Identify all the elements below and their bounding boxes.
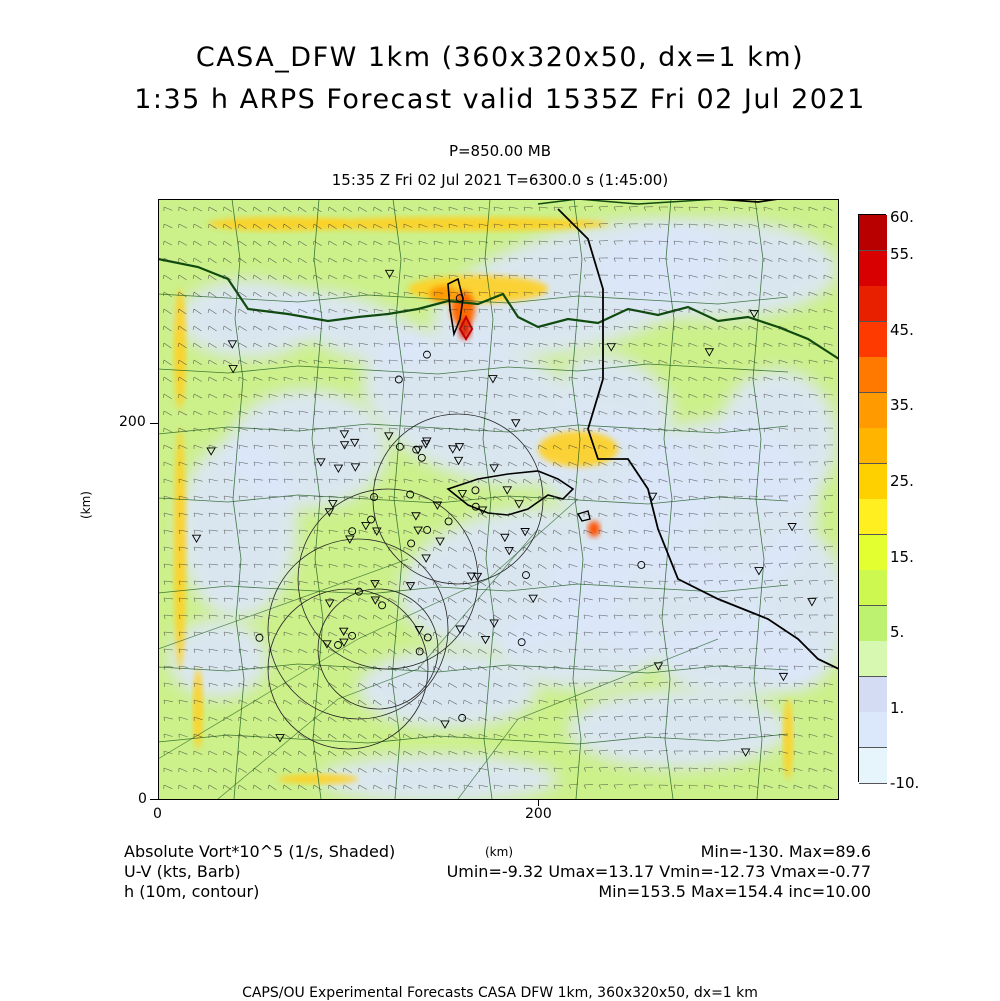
colorbar-swatch [859, 570, 887, 606]
colorbar-swatch [859, 748, 887, 784]
y-axis-label: (km) [79, 490, 94, 520]
legend-wind-barbs: U-V (kts, Barb) [124, 862, 241, 881]
y-tick-mark [150, 799, 158, 800]
colorbar-swatch [859, 641, 887, 677]
colorbar-label: 60. [890, 208, 914, 226]
plot-frame [158, 199, 839, 800]
colorbar-swatch [859, 464, 887, 500]
wind-min-max: Umin=-9.32 Umax=13.17 Vmin=-12.73 Vmax=-0.77 [446, 862, 871, 881]
colorbar-label: 45. [890, 321, 914, 339]
colorbar-swatch [859, 286, 887, 322]
x-tick-200: 200 [525, 806, 552, 822]
chart-title-line1: CASA_DFW 1km (360x320x50, dx=1 km) [195, 42, 805, 73]
colorbar-label: 25. [890, 472, 914, 490]
x-tick-0: 0 [153, 806, 162, 822]
colorbar-swatch [859, 251, 887, 287]
chart-title-line2: 1:35 h ARPS Forecast valid 1535Z Fri 02 Jul 2021 [134, 84, 866, 115]
colorbar-label: -10. [890, 774, 920, 792]
colorbar-swatch [859, 357, 887, 393]
colorbar-label: 35. [890, 396, 914, 414]
height-min-max: Min=153.5 Max=154.4 inc=10.00 [598, 882, 871, 901]
colorbar-swatch [859, 322, 887, 358]
vorticity-min-max: Min=-130. Max=89.6 [700, 842, 871, 861]
colorbar-swatch [859, 606, 887, 642]
colorbar-swatch [859, 393, 887, 429]
colorbar-swatch [859, 712, 887, 748]
y-tick-mark [150, 423, 158, 424]
colorbar-label: 1. [890, 699, 905, 717]
x-tick-mark [538, 800, 539, 806]
colorbar-swatch [859, 499, 887, 535]
colorbar-swatch [859, 215, 887, 251]
colorbar-swatch [859, 535, 887, 571]
pressure-level-label: P=850.00 MB [448, 142, 552, 160]
colorbar [858, 214, 886, 782]
y-tick-200: 200 [119, 414, 146, 430]
valid-time-label: 15:35 Z Fri 02 Jul 2021 T=6300.0 s (1:45:00) [331, 171, 669, 189]
colorbar-swatch [859, 677, 887, 713]
colorbar-label: 55. [890, 245, 914, 263]
colorbar-label: 15. [890, 548, 914, 566]
credit-line: CAPS/OU Experimental Forecasts CASA DFW 1km, 360x320x50, dx=1 km [242, 985, 758, 1001]
y-tick-0: 0 [138, 791, 147, 807]
colorbar-label: 5. [890, 623, 905, 641]
legend-height-contour: h (10m, contour) [124, 882, 260, 901]
x-axis-label: (km) [485, 845, 514, 859]
legend-vorticity: Absolute Vort*10^5 (1/s, Shaded) [124, 842, 396, 861]
colorbar-swatch [859, 428, 887, 464]
